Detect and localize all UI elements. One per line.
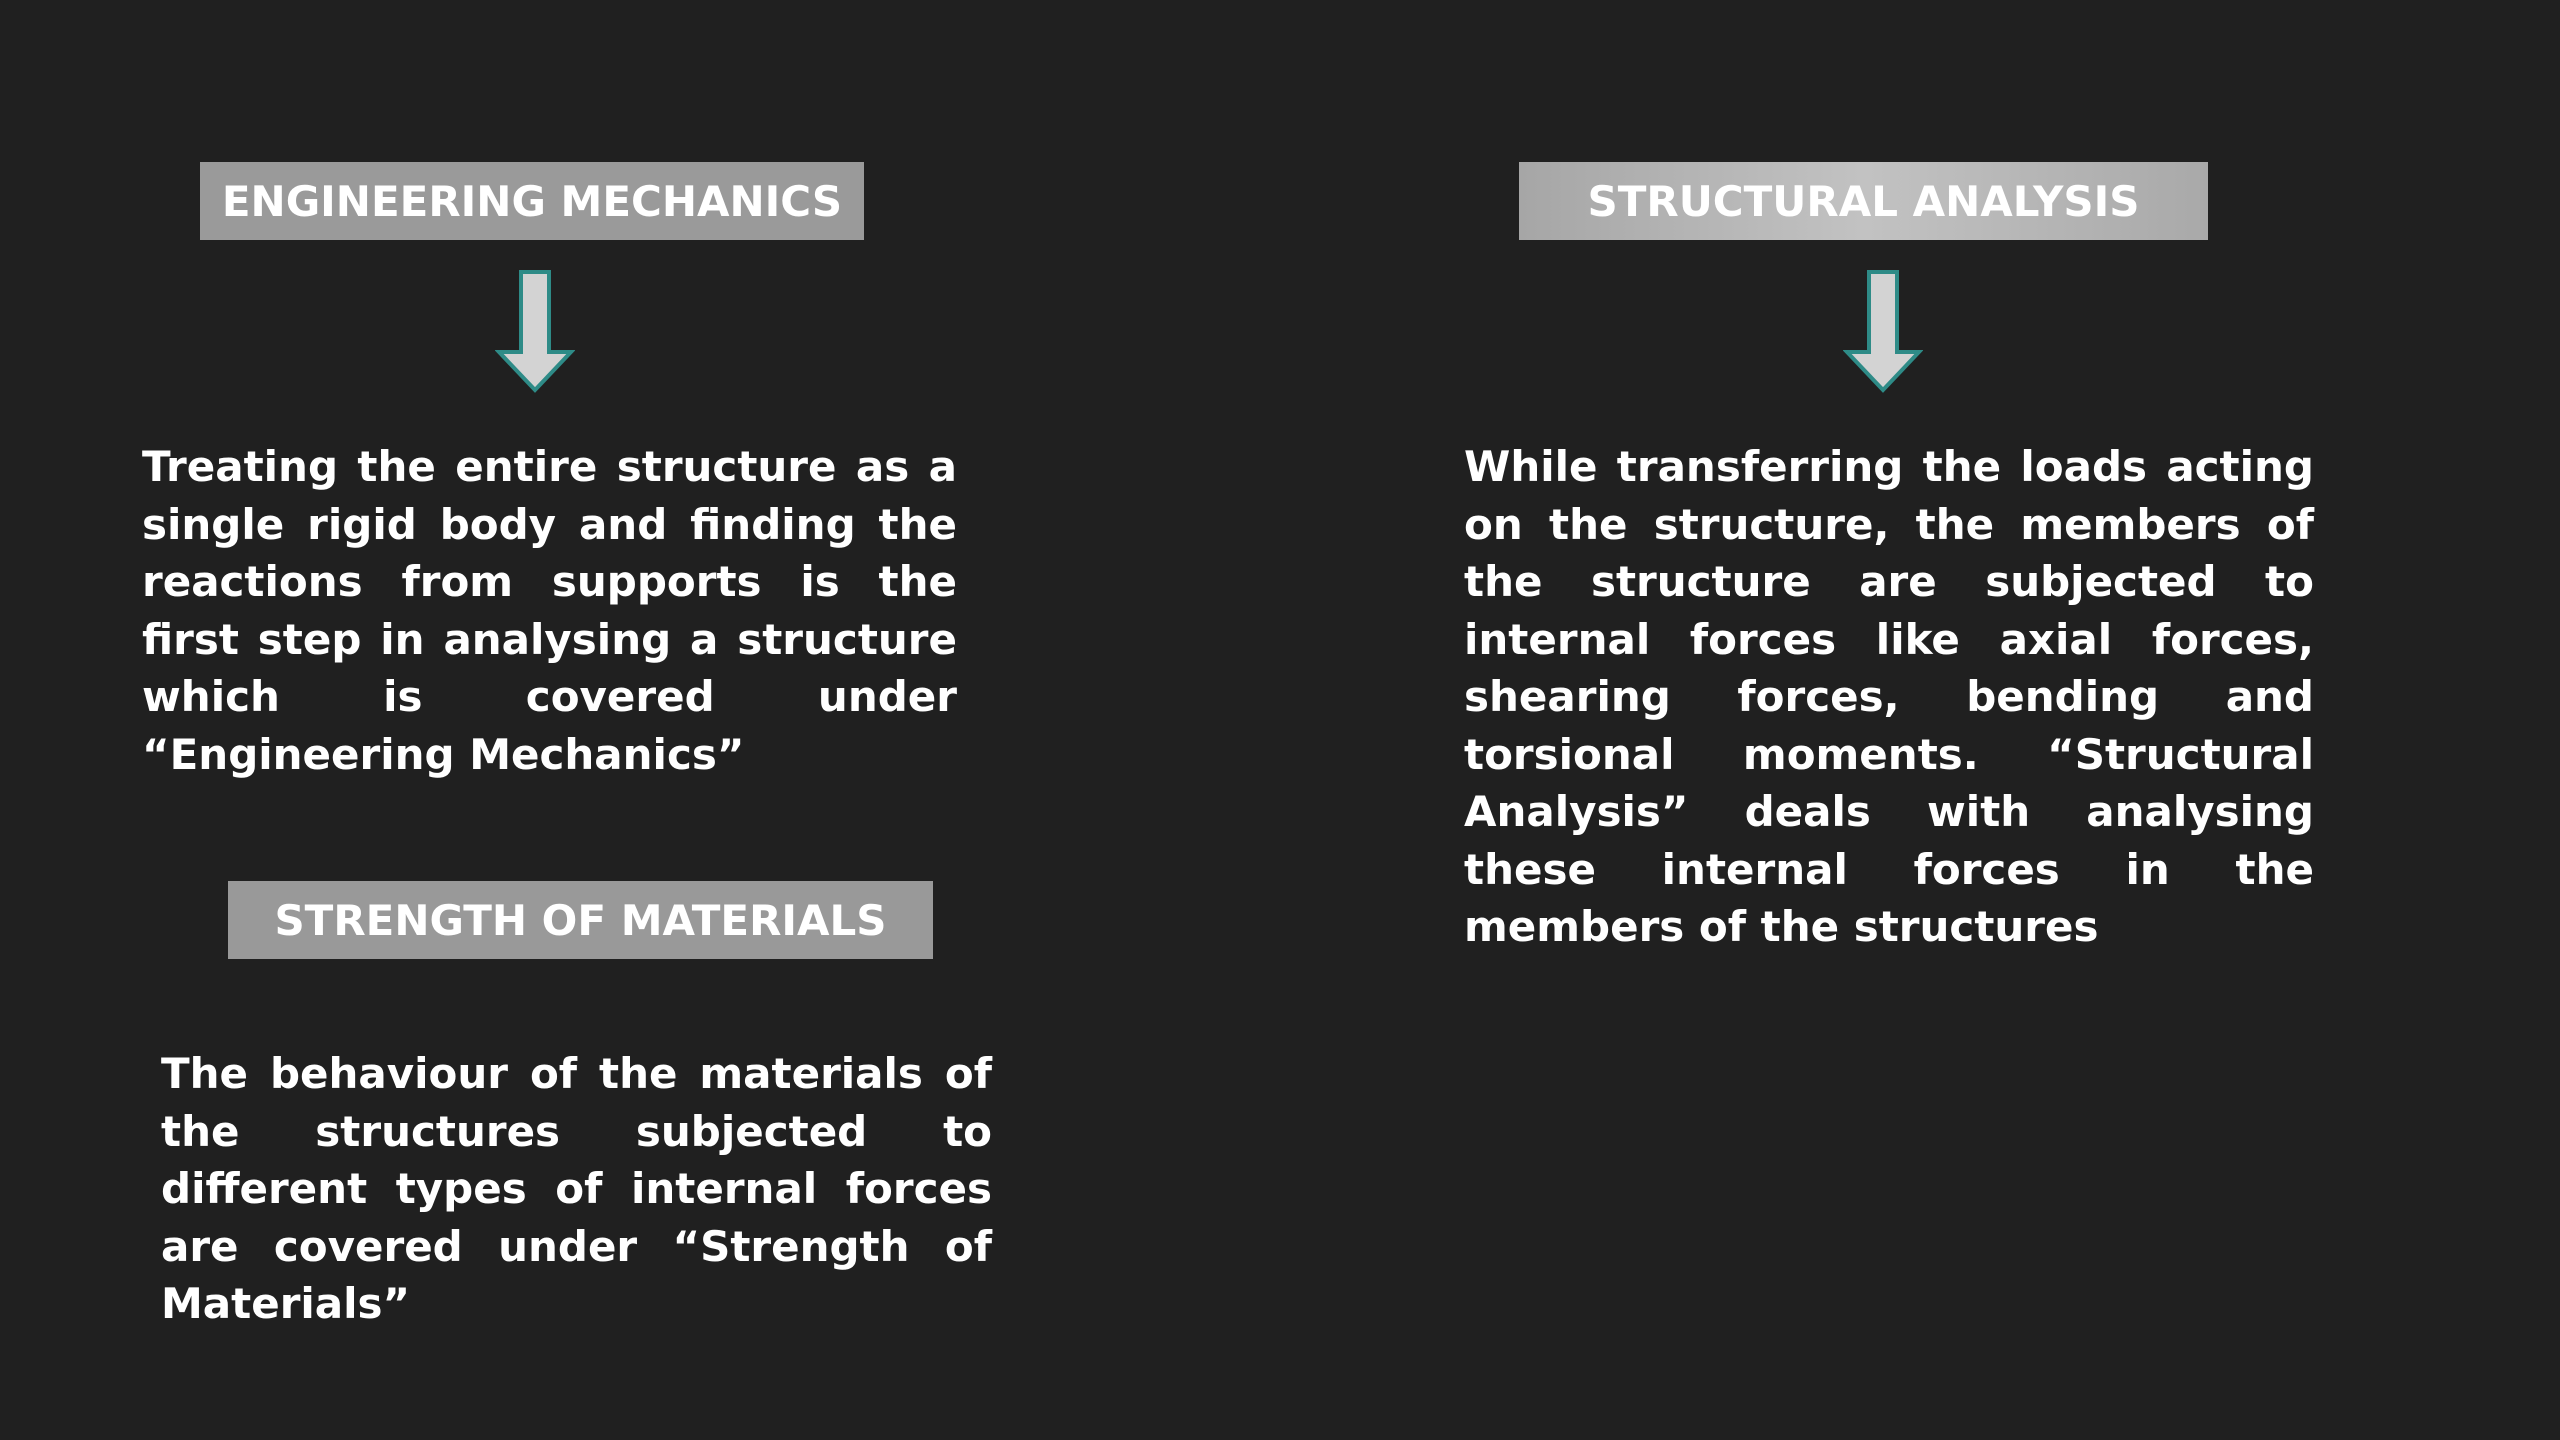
structural-analysis-description: While transferring the loads acting on the structure, the members of the structure are subjected to internal forces like axial forces, shearing forces, bending and torsional moments. “Structural Analysis” deals with analysing these internal forces in the members of the structures bbox=[1464, 442, 2314, 951]
arrow-down-icon bbox=[1843, 270, 1923, 394]
strength-of-materials-description: The behaviour of the materials of the structures subjected to different types of internal forces are covered under “Strength of Materials” bbox=[161, 1049, 992, 1328]
engineering-mechanics-description: Treating the entire structure as a single rigid body and finding the reactions from supports is the first step in analysing a structure which is covered under “Engineering Mechanics” bbox=[142, 442, 957, 779]
structural-analysis-heading: STRUCTURAL ANALYSIS bbox=[1519, 162, 2208, 240]
strength-of-materials-heading: STRENGTH OF MATERIALS bbox=[228, 881, 933, 959]
arrow-down-icon bbox=[495, 270, 575, 394]
engineering-mechanics-heading: ENGINEERING MECHANICS bbox=[200, 162, 864, 240]
